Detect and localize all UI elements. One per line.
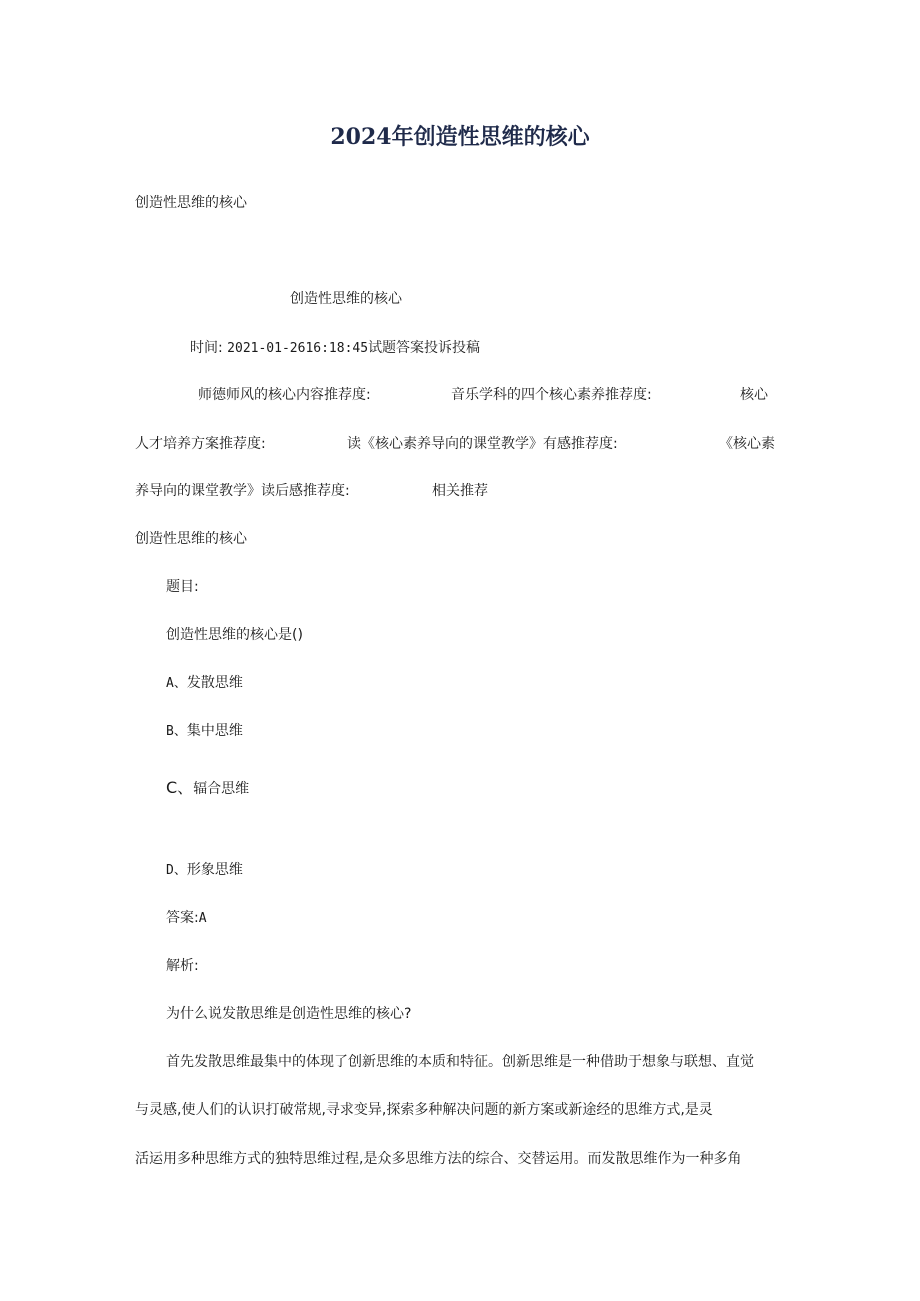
time-value: 2021-01-2616:18:45: [227, 341, 369, 356]
option-c-letter: C、: [166, 778, 194, 797]
meta-line: [190, 339, 480, 358]
option-a-text: 发散思维: [186, 675, 243, 691]
option-d-text: 形象思维: [186, 862, 243, 878]
time-label: 时间:: [190, 340, 223, 356]
body-question-heading: 为什么说发散思维是创造性思维的核心?: [166, 1006, 412, 1022]
recommend-item-1[interactable]: 师德师风的核心内容推荐度:: [198, 387, 371, 403]
related-link[interactable]: 相关推荐: [432, 483, 488, 499]
recommend-item-5b[interactable]: 养导向的课堂教学》读后感推荐度:: [135, 483, 350, 499]
recommend-item-3b[interactable]: 人才培养方案推荐度:: [135, 436, 266, 452]
section-heading: 创造性思维的核心: [135, 531, 247, 547]
option-b-letter: B、: [166, 724, 187, 739]
option-d: [166, 861, 243, 880]
paragraph-line-2: 与灵感,使人们的认识打破常规,寻求变异,探索多种解决问题的新方案或新途经的思维方式,是灵: [135, 1102, 713, 1118]
option-c-text: 辐合思维: [193, 781, 250, 797]
article-heading: 创造性思维的核心: [290, 291, 402, 307]
page-title: 2024年创造性思维的核心: [330, 124, 590, 150]
paragraph-line-1: 首先发散思维最集中的体现了创新思维的本质和特征。创新思维是一种借助于想象与联想、直觉: [166, 1054, 754, 1070]
option-a-letter: A、: [166, 676, 187, 691]
answer-label: 答案:: [166, 910, 199, 926]
answer-line: [166, 909, 207, 928]
subtitle: 创造性思维的核心: [135, 195, 247, 211]
analysis-label: 解析:: [166, 958, 199, 974]
option-b: [166, 722, 243, 741]
recommend-item-5a[interactable]: 《核心素: [719, 436, 775, 452]
recommend-item-2[interactable]: 音乐学科的四个核心素养推荐度:: [451, 387, 652, 403]
question-text: 创造性思维的核心是(): [166, 627, 303, 643]
answer-value: A: [198, 911, 207, 926]
option-b-text: 集中思维: [186, 723, 243, 739]
recommend-item-4[interactable]: 读《核心素养导向的课堂教学》有感推荐度:: [347, 436, 618, 452]
paragraph-line-3: 活运用多种思维方式的独特思维过程,是众多思维方法的综合、交替运用。而发散思维作为一种多角: [135, 1151, 742, 1167]
option-c: [166, 779, 249, 798]
option-a: [166, 674, 243, 693]
recommend-item-3a[interactable]: 核心: [740, 387, 768, 403]
option-d-letter: D、: [166, 863, 187, 878]
meta-links[interactable]: 试题答案投诉投稿: [368, 340, 481, 356]
question-label: 题目:: [166, 579, 199, 595]
